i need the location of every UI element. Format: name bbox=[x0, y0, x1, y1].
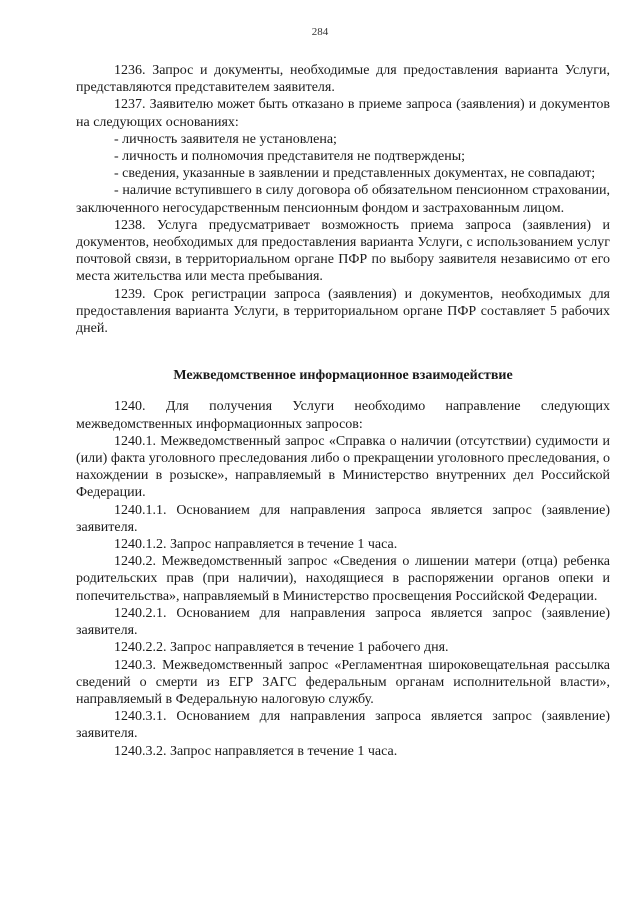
paragraph-1240-3-2: 1240.3.2. Запрос направляется в течение 1 часа. bbox=[114, 743, 398, 759]
paragraph-1240-3-1: 1240.3.1. Основанием для направления запроса является запрос (заявление) заявителя. bbox=[76, 709, 610, 742]
paragraph-1240-3: 1240.3. Межведомственный запрос «Регламентная широковещательная рассылка сведений о смерти из ЕГР ЗАГС федеральным органам исполнительной власти», направляемый в Федеральную налоговую службу. bbox=[76, 657, 610, 707]
paragraph-1236: 1236. Запрос и документы, необходимые для предоставления варианта Услуги, представляются представителем заявителя. bbox=[76, 63, 610, 96]
list-item: - наличие вступившего в силу договора об обязательном пенсионном страховании, заключенного негосударственным пенсионным фондом и застрахованным лицом. bbox=[76, 183, 610, 216]
document-body bbox=[76, 62, 610, 760]
list-item: - сведения, указанные в заявлении и представленных документах, не совпадают; bbox=[114, 166, 596, 182]
section-heading: Межведомственное информационное взаимодействие bbox=[173, 368, 513, 384]
paragraph-1238: 1238. Услуга предусматривает возможность приема запроса (заявления) и документов, необходимых для предоставления варианта Услуги, с использованием услуг почтовой связи, в территориальном органе ПФР по выбору заявителя независимо от его места жительства или места пребывания. bbox=[76, 217, 610, 285]
paragraph-1240-2-2: 1240.2.2. Запрос направляется в течение 1 рабочего дня. bbox=[114, 640, 449, 656]
paragraph-1240: 1240. Для получения Услуги необходимо направление следующих межведомственных информационных запросов: bbox=[76, 399, 610, 432]
paragraph-1240-2-1: 1240.2.1. Основанием для направления запроса является запрос (заявление) заявителя. bbox=[76, 605, 610, 639]
paragraph-1240-2: 1240.2. Межведомственный запрос «Сведения о лишении матери (отца) ребенка родительских прав (при наличии), находящиеся в распоряжении органов опеки и попечительства», направляемый в Министерство просвещения Российской Федерации. bbox=[76, 554, 610, 604]
page-number: 284 bbox=[311, 26, 329, 38]
paragraph-1237: 1237. Заявителю может быть отказано в приеме запроса (заявления) и документов на следующих основаниях: bbox=[76, 97, 610, 130]
list-item: - личность заявителя не установлена; bbox=[114, 131, 337, 147]
paragraph-1239: 1239. Срок регистрации запроса (заявления) и документов, необходимых для предоставления варианта Услуги, в территориальном органе ПФР составляет 5 рабочих дней. bbox=[76, 286, 610, 337]
paragraph-1240-1: 1240.1. Межведомственный запрос «Справка о наличии (отсутствии) судимости и (или) факта уголовного преследования либо о прекращении уголовного преследования, о нахождении в розыске», направляемый в Министерство внутренних дел Российской Федерации. bbox=[76, 433, 610, 501]
paragraph-1240-1-2: 1240.1.2. Запрос направляется в течение 1 часа. bbox=[114, 537, 398, 553]
list-item: - личность и полномочия представителя не подтверждены; bbox=[114, 149, 466, 165]
paragraph-1240-1-1: 1240.1.1. Основанием для направления запроса является запрос (заявление) заявителя. bbox=[76, 502, 610, 535]
